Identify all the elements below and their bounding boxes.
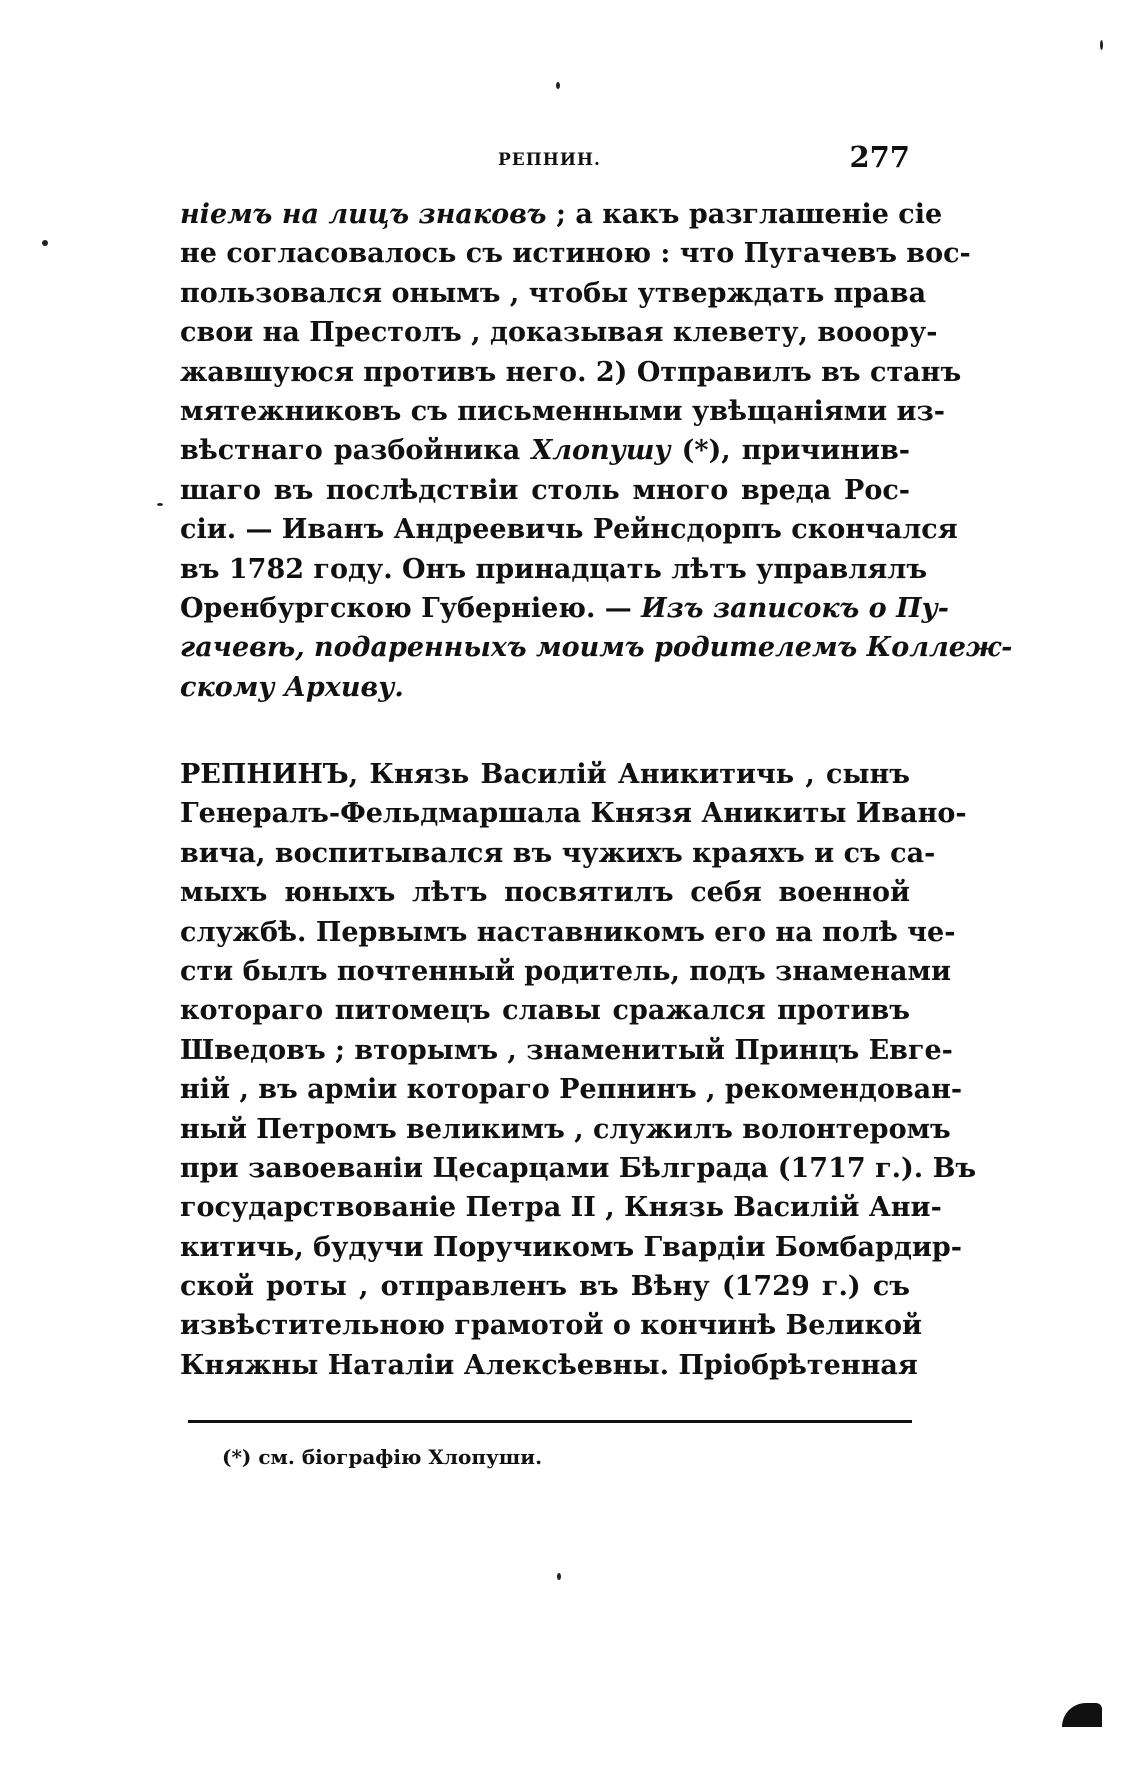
text-run: ской роты , отправленъ въ Вѣну (1729 г.) съ	[180, 1271, 910, 1303]
text-line	[180, 1228, 962, 1267]
text-run: мыхъ юныхъ лѣтъ посвятилъ себя военной	[180, 877, 910, 909]
text-line	[180, 274, 927, 313]
text-line	[180, 353, 962, 392]
text-run: мятежниковъ съ письменными увѣщаніями из-	[180, 395, 945, 427]
paragraph-repnin-entry	[180, 755, 977, 1385]
text-run: извѣстительною грамотой о кончинѣ Великой	[180, 1310, 923, 1342]
text-line	[180, 834, 936, 873]
scan-speck	[157, 503, 163, 506]
text-run: Княжны Наталіи Алексѣевны. Пріобрѣтенная	[180, 1349, 918, 1381]
scan-speck	[42, 240, 48, 246]
text-line	[180, 755, 910, 794]
text-line	[180, 471, 910, 510]
footnote: (*) см. біографію Хлопуши.	[222, 1445, 543, 1469]
text-run: вѣстнаго разбойника	[180, 435, 532, 467]
text-run: вича, воспитывался въ чужихъ краяхъ и съ са-	[180, 837, 936, 869]
text-line	[180, 1267, 910, 1306]
footnote-rule	[188, 1420, 912, 1423]
text-run: ; а какъ разглашеніе сіе	[546, 199, 943, 230]
text-line	[180, 1188, 942, 1227]
text-line	[180, 1031, 953, 1070]
text-run: Оренбургскою Губерніею. —	[180, 592, 642, 624]
text-line	[180, 668, 910, 707]
text-run: при завоеваніи Цесарцами Бѣлграда (1717 г.). Въ	[180, 1152, 977, 1184]
text-run: Шведовъ ; вторымъ , знаменитый Принцъ Евге-	[180, 1034, 953, 1066]
text-run: свои на Престолъ , доказывая клевету, вооору-	[180, 317, 938, 349]
italic-text: гачевѣ, подаренныхъ моимъ родителемъ Коллеж-	[180, 632, 1013, 664]
running-head: РЕПНИН.	[498, 150, 601, 170]
text-line	[180, 991, 910, 1030]
text-run: Генералъ-Фельдмаршала Князя Аникиты Ивано-	[180, 798, 967, 830]
text-run: сти былъ почтенный родитель, подъ знаменами	[180, 955, 951, 987]
text-run: службѣ. Первымъ наставникомъ его на полѣ че-	[180, 916, 956, 948]
text-line	[180, 195, 943, 234]
text-run: шаго въ послѣдствіи столь много вреда Рос-	[180, 474, 910, 506]
text-line	[180, 589, 949, 628]
text-line	[180, 510, 958, 549]
italic-text: Изъ записокъ о Пу-	[641, 592, 949, 624]
text-run: государствованіе Петра II , Князь Василій Ани-	[180, 1192, 942, 1224]
text-line	[180, 1149, 977, 1188]
text-line	[180, 873, 910, 912]
scan-speck	[1100, 40, 1103, 50]
page-number: 277	[849, 140, 910, 174]
text-line	[180, 1110, 951, 1149]
text-run: РЕПНИНЪ, Князь Василій Аникитичь , сынъ	[180, 759, 910, 790]
italic-text: ніемъ на лицъ знаковъ	[180, 199, 547, 230]
text-line	[180, 913, 956, 952]
text-line	[180, 392, 945, 431]
text-run: не согласовалось съ истиною : что Пугачевъ вос-	[180, 238, 971, 270]
scan-speck	[557, 1573, 561, 1580]
text-line	[180, 1306, 923, 1345]
scan-edge-mark	[1062, 1703, 1102, 1727]
text-run: котораго питомецъ славы сражался противъ	[180, 995, 910, 1027]
text-line	[180, 1346, 918, 1385]
page-header	[180, 140, 910, 180]
text-run: пользовался онымъ , чтобы утверждать права	[180, 277, 927, 309]
text-run: въ 1782 году. Онъ принадцать лѣтъ управлялъ	[180, 553, 928, 585]
text-line	[180, 952, 951, 991]
text-run: жавшуюся противъ него. 2) Отправилъ въ станъ	[180, 356, 962, 388]
text-line	[180, 794, 967, 833]
paragraph-continued	[180, 195, 1013, 707]
text-line	[180, 313, 938, 352]
text-run: (*), причинив-	[670, 435, 910, 467]
text-line	[180, 628, 1013, 667]
scan-speck	[556, 82, 560, 89]
text-line	[180, 550, 928, 589]
text-run: ній , въ арміи котораго Репнинъ , рекомендован-	[180, 1074, 963, 1106]
text-line	[180, 1070, 963, 1109]
text-run: ный Петромъ великимъ , служилъ волонтеромъ	[180, 1113, 951, 1145]
text-run: сіи. — Иванъ Андреевичь Рейнсдорпъ скончался	[180, 514, 958, 546]
italic-text: скому Архиву.	[180, 671, 404, 703]
text-run: китичь, будучи Поручикомъ Гвардіи Бомбардир-	[180, 1231, 962, 1263]
text-line	[180, 431, 910, 470]
text-line	[180, 234, 971, 273]
italic-text: Хлопушу	[531, 435, 671, 467]
